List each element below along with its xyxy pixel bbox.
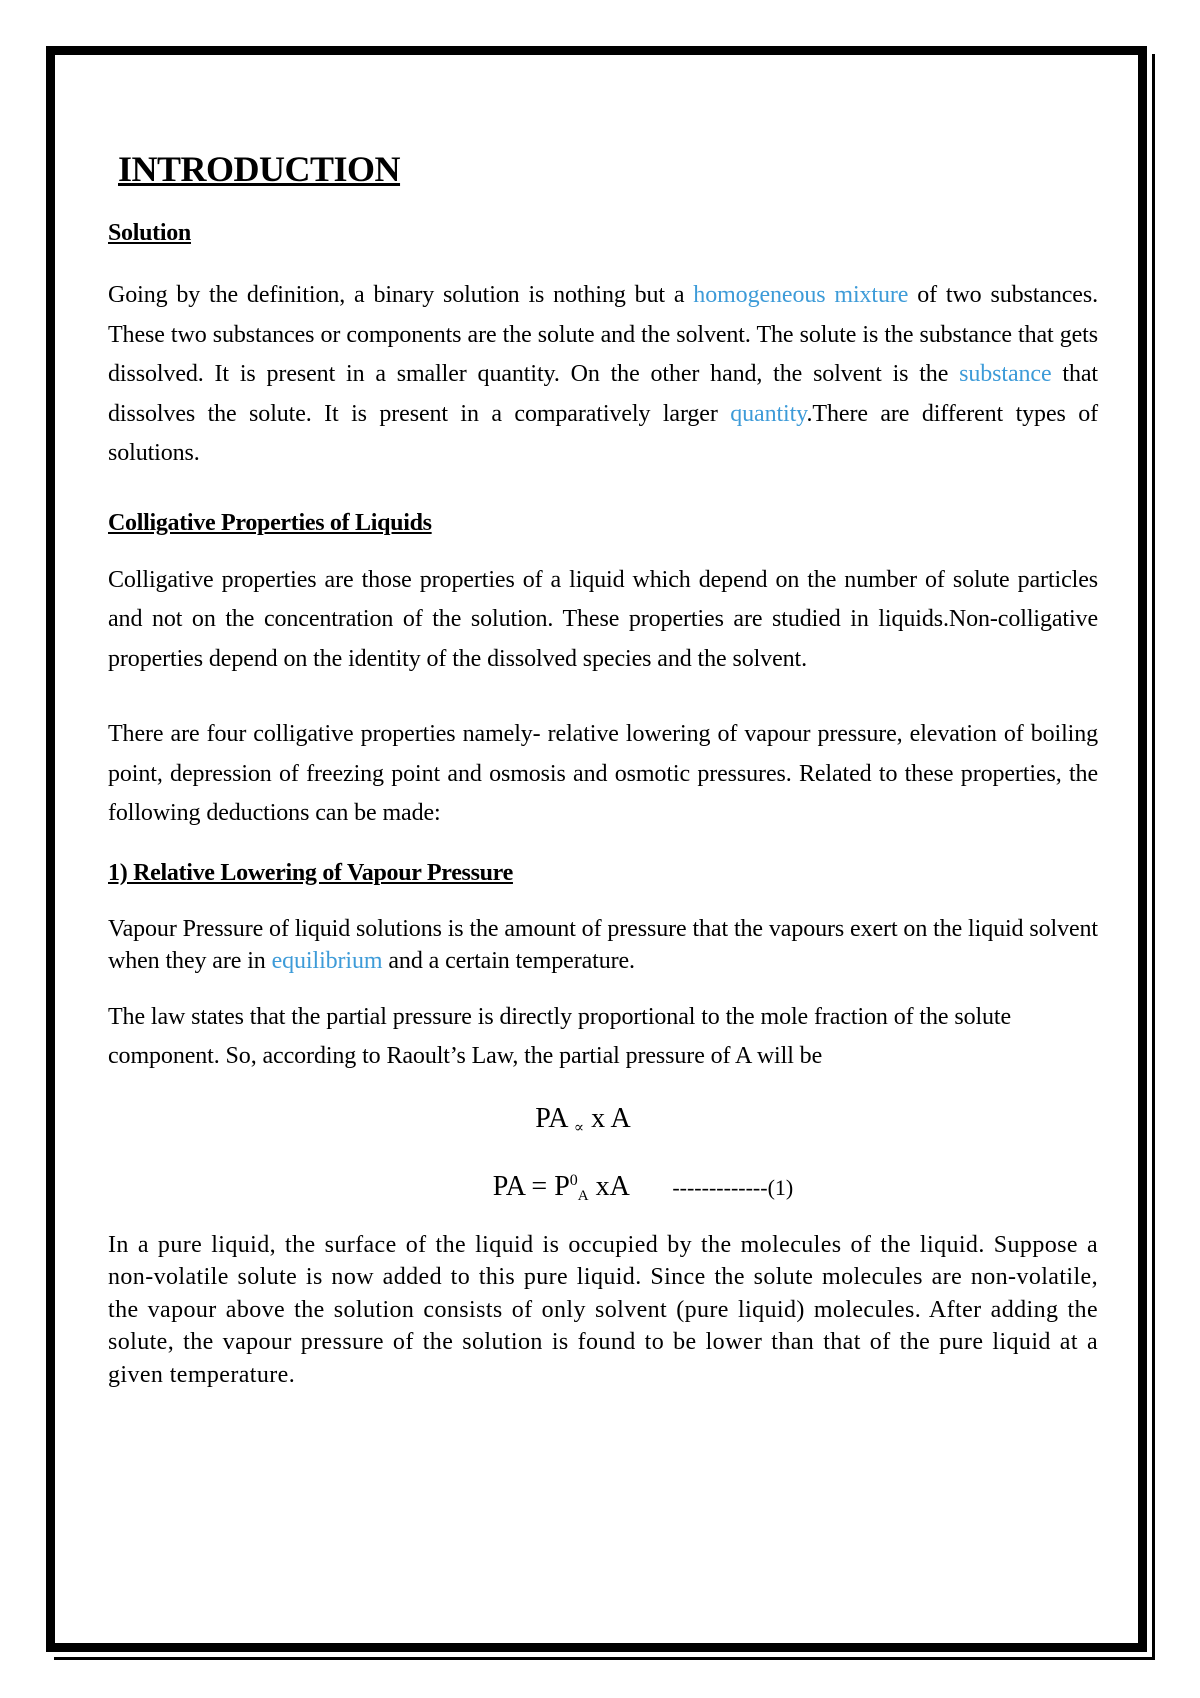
equation-raoult (188, 1171, 1098, 1205)
text-run: that dissolves the solute. It is present in a comparatively larger (108, 361, 1098, 427)
eq2-superscript: 0 (569, 1171, 578, 1189)
link-homogeneous-mixture[interactable]: homogeneous mixture (693, 282, 909, 308)
eq2-left: PA = P (492, 1170, 570, 1202)
paragraph-vapour-pressure (108, 913, 1098, 978)
heading-relative-lowering: 1) Relative Lowering of Vapour Pressure (108, 859, 513, 886)
paragraph-four-properties: There are four colligative properties namely- relative lowering of vapour pressure, elevation of boiling point, depression of freezing point and osmosis and osmotic pressures. Related to these properties, the following deductions can be made: (108, 721, 1098, 826)
eq2-subscript: A (577, 1187, 589, 1204)
link-quantity[interactable]: quantity (730, 400, 807, 427)
paragraph-colligative-definition: Colligative properties are those properties of a liquid which depend on the number of solute particles and not on the concentration of the solution. These properties are studied in liquids.Non-colligative properties depend on the identity of the dissolved species and the solvent. (108, 566, 1098, 672)
paragraph-non-volatile-solute: In a pure liquid, the surface of the liquid is occupied by the molecules of the liquid. Suppose a non-volatile solute is now added to this pure liquid. Since the solute molecules are non-volatile, the vapour above the solution consists of only solvent (pure liquid) molecules. After adding the solute, the vapour pressure of the solution is found to be lower than that of the pure liquid at a given temperature. (108, 1231, 1098, 1388)
link-equilibrium[interactable]: equilibrium (271, 948, 383, 974)
text-run: .There are different types of solutions. (108, 400, 1098, 466)
proportional-symbol: ∝ (573, 1119, 585, 1136)
eq2-right: xA (588, 1170, 629, 1202)
paragraph-solution-definition (108, 276, 1098, 474)
page-title: INTRODUCTION (118, 149, 401, 189)
eq1-left: PA (535, 1102, 567, 1134)
text-run: of two substances. These two substances or components are the solute and the solvent. The solute is the substance that gets dissolved. It is present in a smaller quantity. On the other hand, the solvent is the (108, 282, 1098, 387)
link-substance[interactable]: substance (959, 361, 1052, 387)
eq1-right: x A (591, 1102, 631, 1134)
paragraph-raoults-law: The law states that the partial pressure is directly proportional to the mole fraction of the solute component. So, according to Raoult’s Law, the partial pressure of A will be (108, 1003, 1012, 1069)
equation-number: -------------(1) (672, 1174, 794, 1200)
text-run: Vapour Pressure of liquid solutions is the amount of pressure that the vapours exert on the liquid solvent when they are in (108, 915, 1098, 974)
text-run: Going by the definition, a binary solution is nothing but a (108, 282, 694, 308)
equation-proportional (68, 1103, 1098, 1137)
document-content (108, 120, 1098, 1391)
heading-solution: Solution (108, 220, 191, 246)
text-run: and a certain temperature. (382, 948, 635, 974)
heading-colligative-properties: Colligative Properties of Liquids (108, 509, 432, 536)
